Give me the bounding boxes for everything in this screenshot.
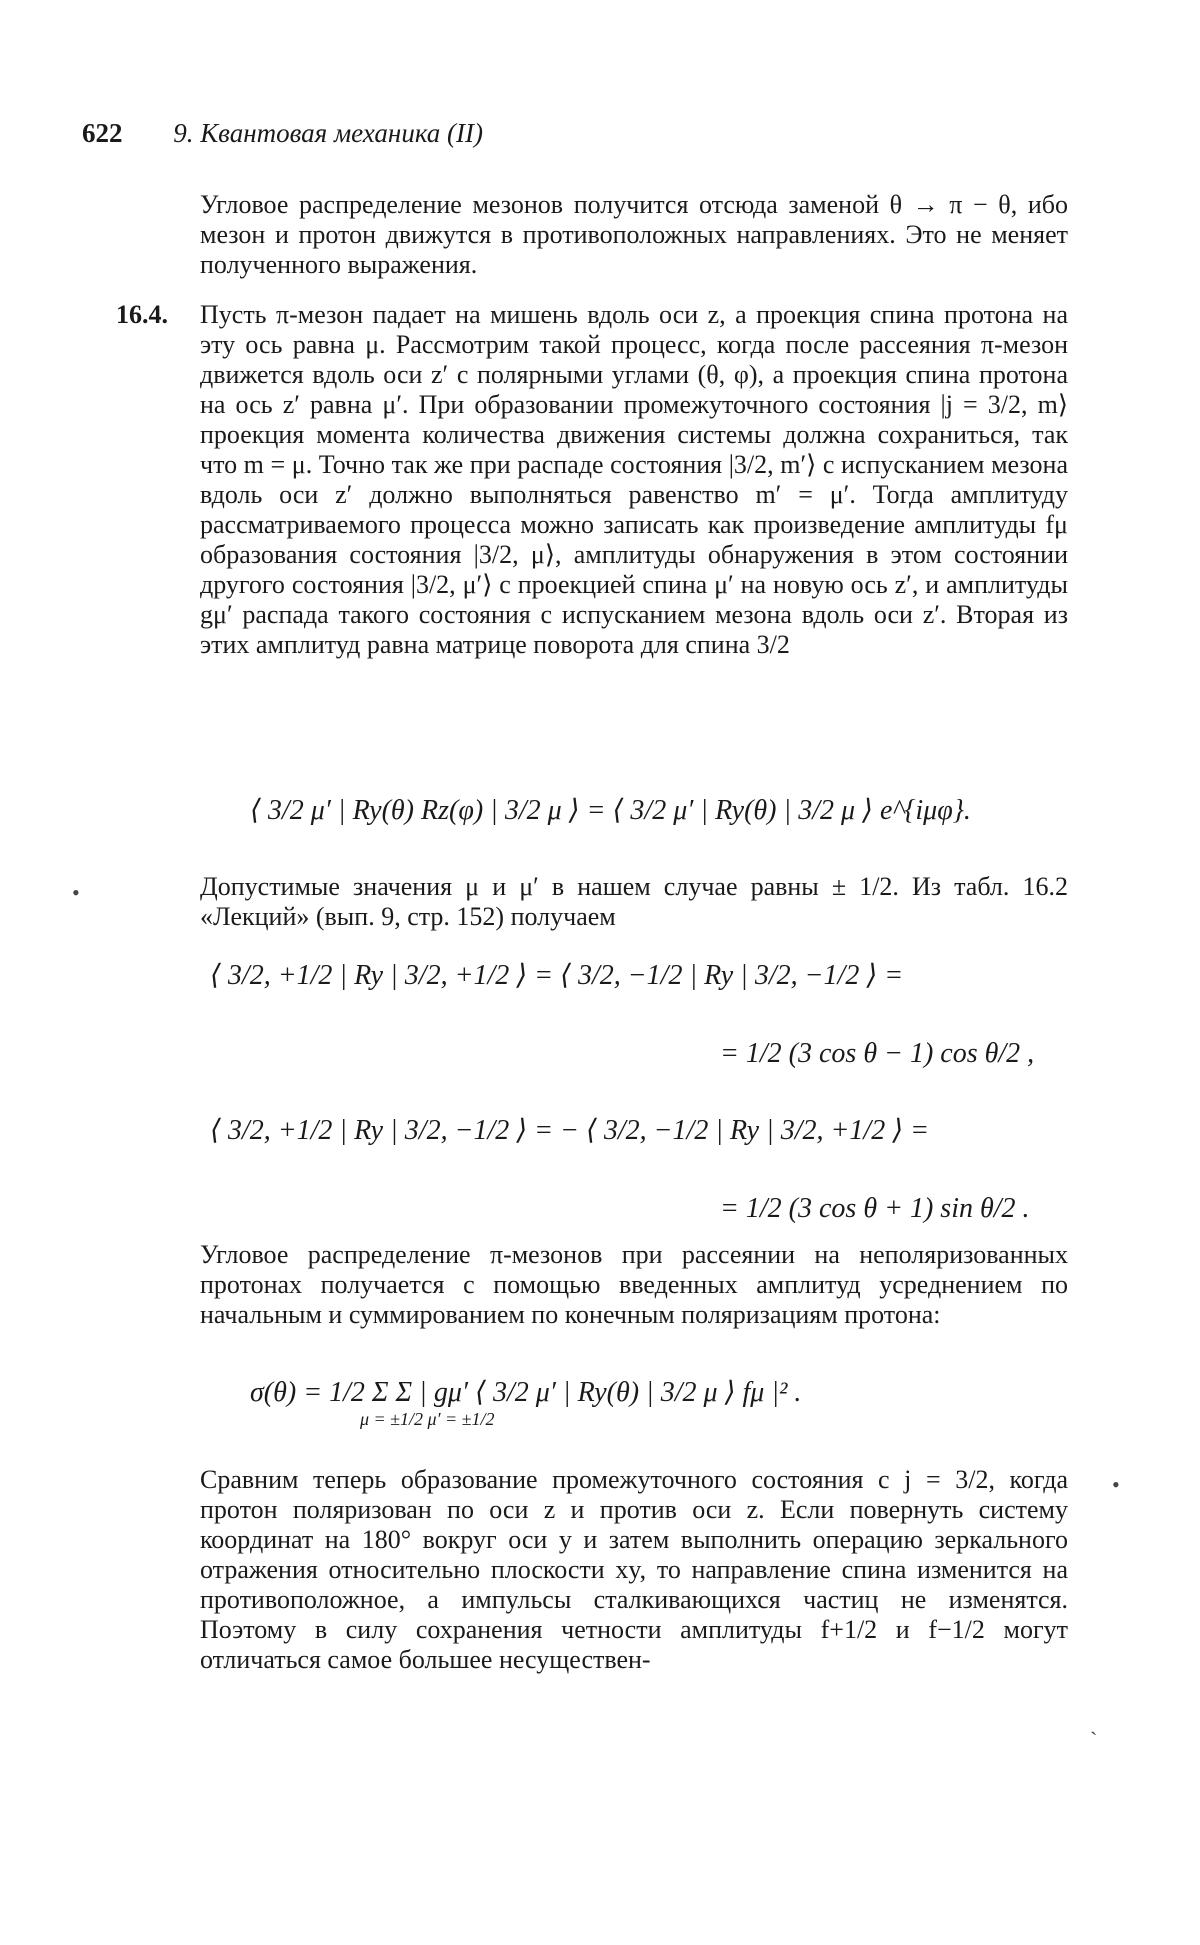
running-title: 9. Квантовая механика (II)	[173, 118, 483, 148]
paragraph-parity-comparison: Сравним теперь образование промежуточного состояния с j = 3/2, когда протон поляризован по оси z и против оси z. Если повернуть систему координат на 180° вокруг оси y и затем выполнить операцию зеркального отражения относительно плоскости xy, то направление спина изменится на противоположное, а импульсы сталкивающихся частиц не изменятся. Поэтому в силу сохранения четности амплитуды f+1/2 и f−1/2 могут отличаться самое большее несуществен-	[200, 1465, 1068, 1674]
equation-cross-section-body: σ(θ) = 1/2 Σ Σ | gμ′ ⟨ 3/2 μ′ | Ry(θ) | 3/2 μ ⟩ fμ |² .	[250, 1377, 802, 1408]
equation-matrix-element-2-rhs: = 1/2 (3 cos θ + 1) sin θ/2 .	[720, 1193, 1030, 1224]
margin-mark: ˎ	[1090, 1710, 1098, 1735]
page-header	[82, 118, 483, 149]
equation-matrix-element-1-lhs: ⟨ 3/2, +1/2 | Ry | 3/2, +1/2 ⟩ = ⟨ 3/2, −1/2 | Ry | 3/2, −1/2 ⟩ =	[210, 960, 904, 991]
margin-mark: •	[1112, 1472, 1120, 1497]
paragraph-angular-distribution: Угловое распределение мезонов получится отсюда заменой θ → π − θ, ибо мезон и протон движутся в противоположных направлениях. Это не меняет полученного выражения.	[200, 190, 1068, 279]
page-number: 622	[82, 118, 123, 148]
equation-cross-section-limits: μ = ±1/2 μ′ = ±1/2	[360, 1409, 495, 1429]
paragraph-allowed-values: Допустимые значения μ и μ′ в нашем случае равны ± 1/2. Из табл. 16.2 «Лекций» (вып. 9, стр. 152) получаем	[200, 872, 1068, 931]
paragraph-unpolarized-distribution: Угловое распределение π-мезонов при рассеянии на неполяризованных протонах получается с помощью введенных амплитуд усреднением по начальным и суммированием по конечным поляризациям протона:	[200, 1240, 1068, 1329]
equation-matrix-element-2-lhs: ⟨ 3/2, +1/2 | Ry | 3/2, −1/2 ⟩ = − ⟨ 3/2, −1/2 | Ry | 3/2, +1/2 ⟩ =	[210, 1115, 930, 1146]
margin-mark: •	[72, 880, 80, 905]
problem-number: 16.4.	[116, 300, 168, 329]
equation-rotation-matrix: ⟨ 3/2 μ′ | Ry(θ) Rz(φ) | 3/2 μ ⟩ = ⟨ 3/2 μ′ | Ry(θ) | 3/2 μ ⟩ e^{iμφ}.	[250, 795, 971, 826]
paragraph-problem-16-4: Пусть π-мезон падает на мишень вдоль оси z, а проекция спина протона на эту ось равна μ. Рассмотрим такой процесс, когда после рассеяния π-мезон движется вдоль оси z′ с полярными углами (θ, φ), а проекция спина протона на ось z′ равна μ′. При образовании промежуточного состояния |j = 3/2, m⟩ проекция момента количества движения системы должна сохраниться, так что m = μ. Точно так же при распаде состояния |3/2, m′⟩ с испусканием мезона вдоль оси z′ должно выполняться равенство m′ = μ′. Тогда амплитуду рассматриваемого процесса можно записать как произведение амплитуды fμ образования состояния |3/2, μ⟩, амплитуды обнаружения в этом состоянии другого состояния |3/2, μ′⟩ с проекцией спина μ′ на новую ось z′, и амплитуды gμ′ распада такого состояния с испусканием мезона вдоль оси z′. Вторая из этих амплитуд равна матрице поворота для спина 3/2	[200, 300, 1068, 659]
equation-matrix-element-1-rhs: = 1/2 (3 cos θ − 1) cos θ/2 ,	[720, 1038, 1035, 1069]
equation-cross-section	[250, 1375, 801, 1430]
